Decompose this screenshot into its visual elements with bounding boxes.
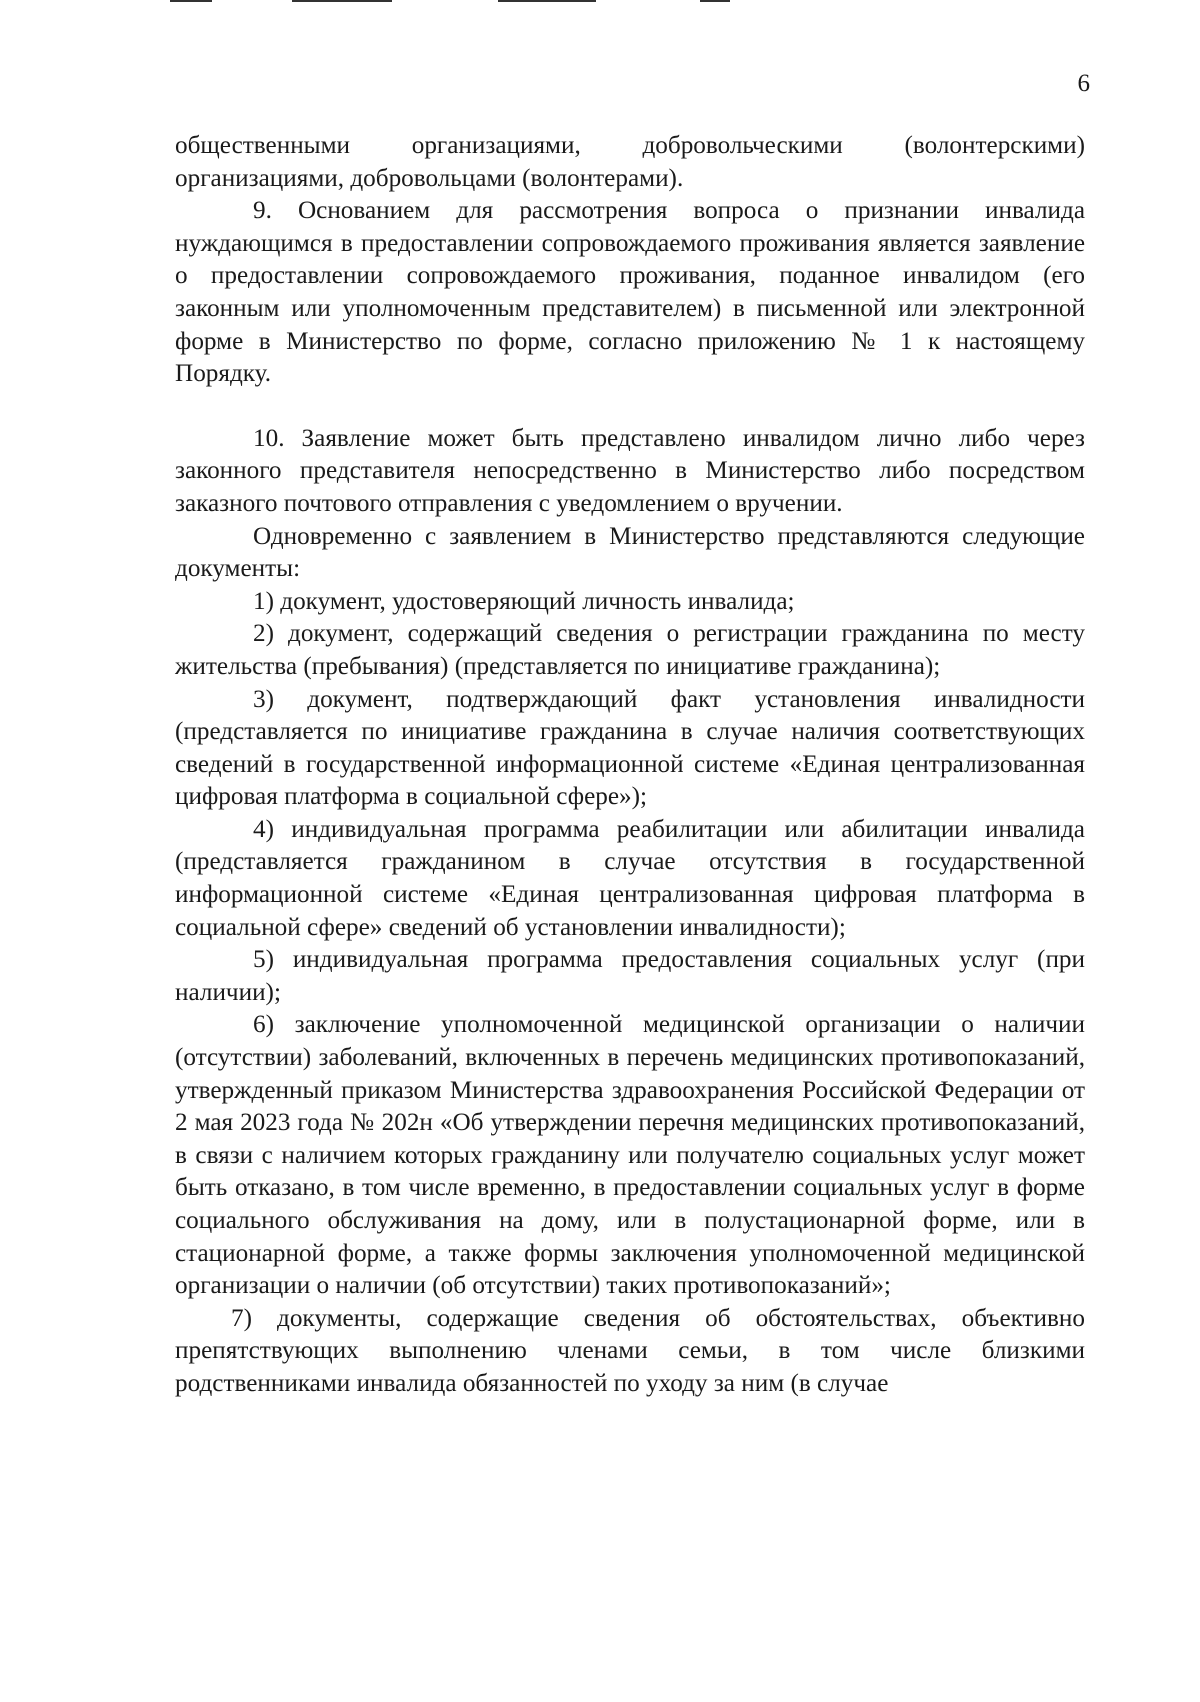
list-item-5: 5) индивидуальная программа предоставления социальных услуг (при наличии); — [175, 946, 1085, 1006]
paragraph-documents-intro: Одновременно с заявлением в Министерство представляются следующие документы: — [175, 522, 1085, 583]
list-item-2: 2) документ, содержащий сведения о регистрации гражданина по месту жительства (пребывания) (представляется по инициативе гражданина); — [175, 620, 1085, 680]
list-item-6: 6) заключение уполномоченной медицинской организации о наличии (отсутствии) заболеваний, включенных в перечень медицинских противопоказаний, утвержденный приказом Министерства здравоохранения Российской Федерации от 2 мая 2023 года № 202н «Об утверждении перечня медицинских противопоказаний, в связи с наличием которых гражданину или получателю социальных услуг может быть отказано, в том числе временно, в предоставлении социальных услуг в форме социального обслуживания на дому, или в полустационарной форме, или в стационарной форме, а также формы заключения уполномоченной медицинской организации о наличии (об отсутствии) таких противопоказаний»; — [175, 1011, 1085, 1300]
document-body — [175, 130, 1085, 1401]
paragraph-9: 9. Основанием для рассмотрения вопроса о признании инвалида нуждающимся в предоставлении сопровождаемого проживания является заявление о предоставлении сопровождаемого проживания, поданное инвалидом (его законным или уполномоченным представителем) в письменной или электронной форме в Министерство по форме, согласно приложению № 1 к настоящему Порядку. — [175, 197, 1085, 388]
scan-edge-marks — [0, 0, 1200, 12]
list-item-7: 7) документы, содержащие сведения об обстоятельствах, объективно препятствующих выполнению членами семьи, в том числе близкими родственниками инвалида обязанностей по уходу за ним (в случае — [175, 1304, 1085, 1397]
list-item-4: 4) индивидуальная программа реабилитации или абилитации инвалида (представляется гражданином в случае отсутствия в государственной информационной системе «Единая централизованная цифровая платформа в социальной сфере» сведений об установлении инвалидности); — [175, 815, 1085, 941]
list-item-3: 3) документ, подтверждающий факт установления инвалидности (представляется по инициативе гражданина в случае наличия соответствующих сведений в государственной информационной системе «Единая централизованная цифровая платформа в социальной сфере»); — [175, 685, 1085, 811]
paragraph-10: 10. Заявление может быть представлено инвалидом лично либо через законного представителя непосредственно в Министерство либо посредством заказного почтового отправления с уведомлением о вручении. — [175, 424, 1085, 517]
list-item-1: 1) документ, удостоверяющий личность инвалида; — [253, 587, 795, 615]
paragraph-continuation: общественными организациями, добровольческими (волонтерскими) организациями, добровольцами (волонтерами). — [175, 132, 1085, 192]
page-number: 6 — [1077, 70, 1090, 97]
